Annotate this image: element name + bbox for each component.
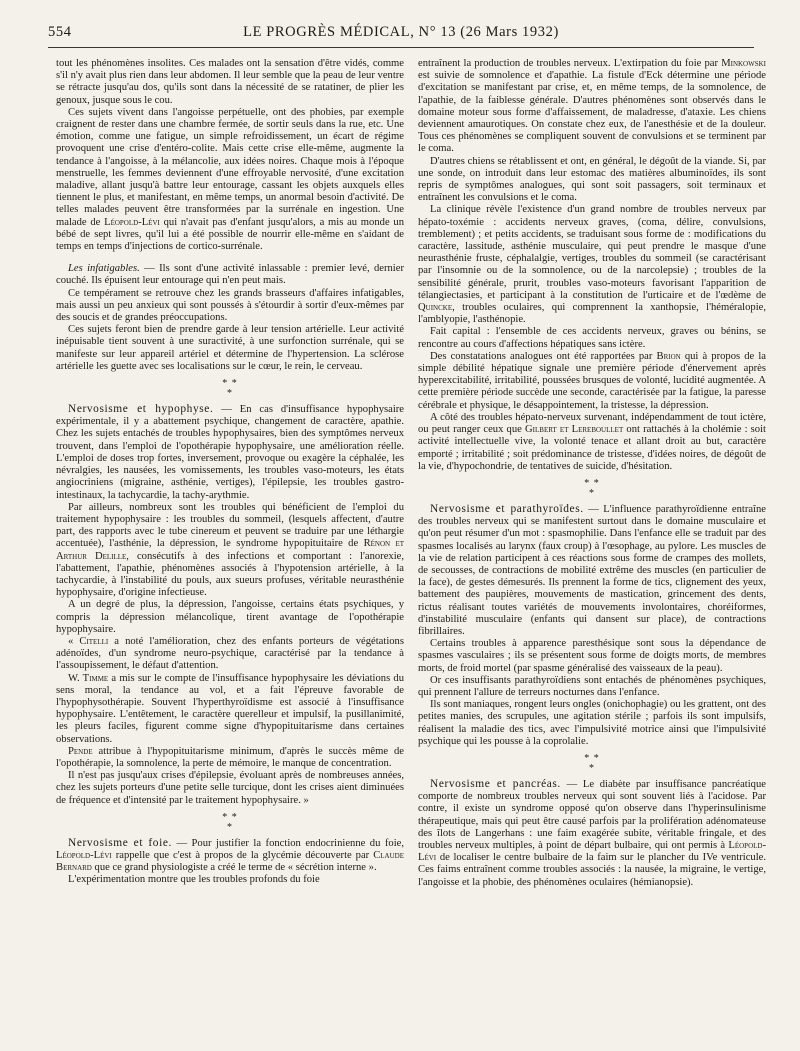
paragraph-text: La clinique révèle l'existence d'un grand nombre de troubles nerveux par hépato-toxémie : accidents nerveux graves, (coma, délire, convulsions, tremblement) ; et petits accidents, se traduisant sous forme de : modifications du caractère, lassitude, asthénie musculaire, qui peut prendre le masque d'une neurasthénie fruste, céphalalgie, vertiges, troubles du sommeil (se caractérisant par l'insomnie ou de la somnolence, ou de la narcolepsie) ; troubles de la sensibilité générale, prurit, troubles vaso-moteurs favorisant l'apparition de télangiectasies, et participant à la constitution de l'urticaire et de l'œdème de: [418, 204, 766, 301]
run-in-heading: Les infatigables.: [68, 263, 140, 275]
author-name: Pende: [68, 745, 93, 757]
paragraph: Il n'est pas jusqu'aux crises d'épilepsie, évoluant après de nombreuses années, chez les sujets porteurs d'une petite selle turcique, dont les crises aient diminuées de fréquence et d'intensité par le traitement hypophysaire. »: [56, 770, 404, 806]
paragraph-text: troubles oculaires, qui comprennent la xanthopsie, l'héméralopie, l'amblyopie, l'asthénopie.: [418, 302, 766, 326]
running-header: [48, 22, 754, 42]
paragraph: [56, 837, 404, 875]
paragraph: Fait capital : l'ensemble de ces accidents nerveux, graves ou bénins, se rencontre au cours d'affections hépatiques sans ictère.: [418, 326, 766, 350]
section-separator: * * *: [584, 752, 600, 774]
paragraph-text: attribue à l'hypopituitarisme minimum, d'après le succès même de l'opothérapie, la somnolence, la perte de mémoire, le manque de concentration.: [56, 745, 404, 769]
paragraph-text: entraînent la production de troubles nerveux. L'extirpation du foie par: [418, 58, 719, 69]
author-name: Léopold-Lévi: [56, 849, 112, 861]
paragraph-text: que ce grand physiologiste a créé le terme de « sécrétion interne ».: [94, 862, 377, 874]
paragraph: D'autres chiens se rétablissent et ont, en général, le dégoût de la viande. Si, par une sonde, on introduit dans leur estomac des matières albuminoïdes, ils sont repris de symptômes analogues, qui sont soit passagers, soit terminaux et entraînent les convulsions et le coma.: [418, 155, 766, 204]
author-name: Quincke,: [418, 302, 455, 314]
paragraph: [418, 204, 766, 326]
paragraph: [56, 502, 404, 600]
paragraph: Ces sujets feront bien de prendre garde à leur tension artérielle. Leur activité inépuisable tient souvent à une suractivité, à une surfonction surrénale, qui se manifeste sur leur appareil artériel et détermine de l'hypertension. La sclérose artérielle les guette avec ses localisations sur le cœur, le rein, le cerveau.: [56, 324, 404, 372]
paragraph-text: est suivie de somnolence et d'apathie. La fistule d'Eck détermine une période d'excitation se manifestant par crise, et, en même temps, de la somnolence, de l'apathie, de la faiblesse générale. D'autres phénomènes sont observés dans le domaine moteur sous forme d'affaissement, de maladresse, d'ataxie. Les chiens deviennent amaurotiques. On constate chez eux, de l'anesthésie et de la douleur. Tous ces phénomènes se compliquent souvent de convulsions et se terminent par le coma.: [418, 70, 766, 155]
author-name: Rénon et Arthur Delille,: [56, 538, 404, 562]
paragraph: [418, 58, 766, 156]
section-heading: Nervosisme et hypophyse.: [68, 403, 214, 416]
paragraph: L'expérimentation montre que les troubles profonds du foie: [68, 874, 320, 886]
paragraph: [418, 412, 766, 473]
section-separator: * * *: [584, 477, 600, 499]
paragraph: [56, 746, 404, 770]
author-name: Gilbert et Lereboullet: [525, 424, 624, 436]
paragraph-text: a noté l'amélioration, chez des enfants porteurs de végétations adénoïdes, d'un syndrome neuro-psychique, caractérisé par la tendance à l'assoupissement, le défaut d'attention.: [56, 635, 404, 672]
paragraph: [56, 263, 404, 287]
quote-mark: «: [68, 635, 74, 647]
paragraph-text: — Pour justifier la fonction endocrinienne du foie,: [176, 837, 404, 849]
paragraph: A un degré de plus, la dépression, l'angoisse, certains états psychiques, y compris la dépression mélancolique, tirent avantage de l'opothérapie hypophysaire.: [56, 599, 404, 635]
paragraph: [56, 403, 404, 502]
author-name: Claude Bernard: [56, 849, 404, 874]
author-name: W. Timme: [68, 672, 109, 684]
paragraph-text: Par ailleurs, nombreux sont les troubles qui bénéficient de l'emploi du traitement hypophysaire : les troubles du sommeil, (lesquels affectent, d'autre part, des rapports avec le tube cinereum et peuvent se traduire par une léthargie accentuée), l'asthénie, la dépression, le syndrome hypopituitaire de: [56, 501, 404, 550]
paragraph-text: ont rattachés à la cholémie : soit activité intellectuelle vive, la volonté tenace et allant droit au but, caractère emporté ; irritabilité ; soit prédominance de tristesse, d'idées noires, de dégoût de la vie, d'hypochondrie, de tentatives de suicide, d'hésitation.: [418, 424, 766, 472]
section-separator: * * *: [222, 378, 238, 400]
section-heading: Nervosisme et pancréas.: [430, 777, 561, 790]
paragraph-text: rappelle que c'est à propos de la glycémie découverte par: [115, 849, 370, 861]
running-title: LE PROGRÈS MÉDICAL, N° 13 (26 Mars 1932): [243, 24, 559, 40]
paragraph-text: — En cas d'insuffisance hypophysaire expérimentale, il y a abattement psychique, changement de caractère, apathie. Chez les sujets entachés de troubles hypophysaires, bien des symptômes nerveux trouvent, dans l'emploi de l'opothérapie hypophysaire, une amélioration réelle. L'emploi de doses trop fortes, inversement, provoque ou exagère la céphalée, les névralgies, les nausées, les vomissements, les troubles vaso-moteurs, les états angiocriniens (migraine, asthénie, vertiges), l'épilepsie, les troubles gastro-intestinaux, la tachycardie, la tachy-arythmie.: [56, 404, 404, 501]
paragraph: Certains troubles à apparence paresthésique sont sous la dépendance de spasmes vasculaires ; ils se présentent sous forme de doigts morts, de membres morts, de froid mortel (par spasme généralisé des vaisseaux de la peau).: [418, 638, 766, 674]
section-heading: Nervosisme et parathyroïdes.: [430, 502, 584, 515]
left-column: [56, 58, 404, 1036]
author-name: Léopold-Lévi: [418, 839, 766, 864]
paragraph-text: — Ils sont d'une activité inlassable : premier levé, dernier couché. Ils épuisent leur entourage qui n'en peut mais.: [56, 263, 404, 287]
paragraph: [56, 673, 404, 746]
paragraph-text: — Le diabète par insuffisance pancréatique comporte de nombreux troubles nerveux qui sont souvent liés à l'acidose. Par contre, il existe un syndrome opposé qu'on observe dans l'hyperinsulinisme thérapeutique, mais qui peut être causé parfois par la prolifération adénomateuse des îlots de Langerhans : une faim exagérée subite, véritable fringale, et des troubles nerveux multiples, à point de départ bulbaire, qui ont permis à: [418, 778, 766, 851]
paragraph: [418, 351, 766, 412]
paragraph: [56, 107, 404, 253]
paragraph-text: A côté des troubles hépato-nerveux survenant, indépendamment de tout ictère, ou peut ranger ceux que: [418, 411, 766, 436]
section-heading: Nervosisme et foie.: [68, 836, 172, 849]
header-rule: [48, 47, 754, 48]
paragraph-text: de localiser le centre bulbaire de la faim sur le plancher du IVe ventricule. Ces faims entraînent comme troubles associés : la nausée, la migraine, le vertige, l'angoisse et la phobie, des phénomènes oculaires (hémianopsie).: [418, 852, 766, 888]
paragraph: Ils sont maniaques, rongent leurs ongles (onichophagie) ou les grattent, ont des petites manies, des scrupules, une agitation stérile ; parfois ils sont impulsifs, réalisent la maladie des tics, avec l'impulsivité motrice ainsi que l'impulsivité psychique qui les pousse à la coprolalie.: [418, 699, 766, 747]
paragraph-text: Des constatations analogues ont été rapportées par: [430, 350, 653, 362]
author-name: Brion: [656, 350, 681, 362]
paragraph: [56, 636, 404, 673]
paragraph-text: qui à propos de la simple débilité hépatique signale une première période d'énervement après hyperexcitabilité, irritabilité, poussées brusques de volonté, lucidité augmentée. A cette première période succède une seconde, caractérisée par la fatigue, la paresse cérébrale et physique, le désappointement, la tristesse, la dépression.: [418, 350, 766, 411]
author-name: Léopold-Lévi: [104, 216, 160, 228]
paragraph: [418, 503, 766, 638]
paragraph: [418, 778, 766, 889]
section-separator: * * *: [222, 811, 238, 833]
paragraph: Ce tempérament se retrouve chez les grands brasseurs d'affaires infatigables, mais aussi un peu anxieux qui sont poussés à s'étourdir à sortir d'eux-mêmes par des soucis et de grandes préoccupations.: [56, 287, 404, 324]
page-number: 554: [48, 24, 72, 40]
paragraph: tout les phénomènes insolites. Ces malades ont la sensation d'être vidés, comme s'il n'y avait plus rien dans leur abdomen. Il leur semble que la peau de leur ventre se rétracte jusqu'au dos, qu'ils sont dans la nécessité de se ratatiner, de plier les genoux, jusque sous le cou.: [56, 58, 404, 106]
paragraph-text: a mis sur le compte de l'insuffisance hypophysaire les déviations du sens moral, la tendance au vol, et a fait l'épreuve favorable de l'hypophysothérapie. Souvent l'hyperthyroïdisme est associé à l'insuffisance hypophysaire. L'entêtement, le caractère querelleur et impulsif, la pusillanimité, les pleurs faciles, figurent comme signe d'hypopituitarisme dans certaines observations.: [56, 672, 404, 745]
paragraph-text: Ces sujets vivent dans l'angoisse perpétuelle, ont des phobies, par exemple craignent de rester dans une chambre fermée, de sortir seuls dans la rue, etc. Une émotion, comme une fatigue, un simple refroidissement, un écart de régime provoquent une crise d'entéro-colite. Mais cette crise elle-même, augmente la tendance à l'angoisse, à la mélancolie, aux idées noires. Chaque mois à l'époque menstruelle, les femmes deviennent d'une effroyable nervosité, d'une excitation maladive, allant jusqu'à battre leur entourage, cassant les objets auxquels elles tiennent le plus, et manifestant, en même temps, un anormal besoin d'activité. De telles malades peuvent être transformées par la surrénale en ingestion. Une malade de: [56, 106, 404, 228]
paragraph-text: — L'influence parathyroïdienne entraîne des troubles nerveux qui se manifestent surtout dans le domaine musculaire et qu'on peut résumer d'un mot : spasmophilie. Dans l'enfance elle se traduit par des spasmes localisés au larynx (faux croup) à l'œsophage, au pylore. Les muscles de la vie de relation participent à ces réactions sous forme de crampes des mollets, de secousses, de contractions de mobilité extrême des muscles (en particulier de la face), de gestes démesurés. Ils prennent la forme de tics, clignement des yeux, battement des paupières, mouvements de mastication, grincement des dents, rictus réalisant toutes variétés de mouvements involontaires, choréiformes, d'instabilité musculaire (enfants qui dansent sur place), de contractions fibrillaires.: [418, 503, 766, 637]
paragraph-text: qui n'avait pas d'enfant jusqu'alors, a mis au monde un bébé de sept livres, qu'il lui a été possible de nourrir elle-même en s'aidant de temps en temps d'injections de cortico-surrénale.: [56, 216, 404, 253]
paragraph: Or ces insuffisants parathyroïdiens sont entachés de phénomènes psychiques, qui prennent l'allure de terreurs nocturnes dans l'enfance.: [418, 674, 766, 698]
author-name: Minkowski: [721, 58, 766, 69]
author-name: Citelli: [79, 635, 109, 647]
paragraph-text: consécutifs à des infections et comportant : l'anorexie, l'abattement, l'apathie, phénomènes associés à l'hypotension artérielle, à la tachycardie, à l'instabilité du pouls, aux sueurs profuses, véritable neurasthénie hypophysaire, d'origine infectieuse.: [56, 550, 404, 599]
right-column: [418, 58, 766, 1036]
